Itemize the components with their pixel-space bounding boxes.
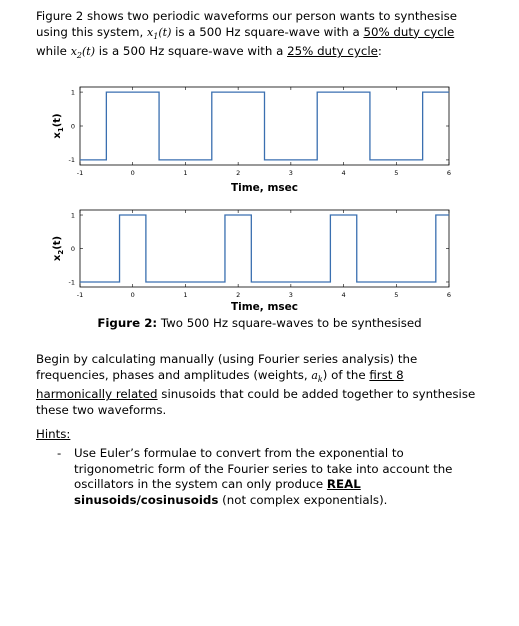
task-paragraph xyxy=(36,352,476,418)
y-tick-label: 1 xyxy=(70,88,75,97)
intro-text-1: Figure 2 shows two periodic waveforms our person wants to synthesise using this system, xyxy=(36,9,458,39)
task-text-2: ) of the xyxy=(322,367,370,382)
y-tick-label: 0 xyxy=(70,244,75,253)
x-tick-label: 3 xyxy=(288,291,293,299)
intro-text-5: : xyxy=(377,44,382,59)
x-tick-label: 4 xyxy=(341,169,346,177)
task-text-4: sinusoids that could be added together to synthesise these two waveforms. xyxy=(36,387,476,417)
x-axis-label: Time, msec xyxy=(230,301,299,313)
x-tick-label: 1 xyxy=(183,169,188,177)
x2-symbol: $x_2(t)$ xyxy=(70,45,96,61)
chart-x2 xyxy=(0,204,519,316)
plot-frame xyxy=(80,210,449,287)
intro-text-3: while xyxy=(36,44,71,59)
caption-label: Figure 2: xyxy=(97,316,158,330)
x-tick-label: 5 xyxy=(394,291,399,299)
duty-cycle-25: 25% duty cycle xyxy=(287,44,378,59)
y-axis-label: $x_2(t)$ xyxy=(52,235,65,262)
hint-bullet: - xyxy=(57,446,62,460)
x-tick-label: 2 xyxy=(236,291,241,299)
intro-text-4: is a 500 Hz square-wave with a xyxy=(95,44,288,59)
duty-cycle-50: 50% duty cycle xyxy=(363,24,455,39)
x-tick-label: 0 xyxy=(130,291,135,299)
x-tick-label: 1 xyxy=(183,291,188,299)
hint-sinusoids: sinusoids/cosinusoids xyxy=(74,492,219,507)
hints-title: Hints: xyxy=(36,427,71,441)
task-text-1: Begin by calculating manually (using Fourier series analysis) the frequencies, phases and amplitudes (weights, xyxy=(36,352,418,382)
hint-text-1: Use Euler’s formulae to convert from the exponential to trigonometric form of the Fourier series to take into account the oscillators in the system can only produce xyxy=(74,446,453,491)
y-tick-label: -1 xyxy=(68,278,75,287)
y-tick-label: -1 xyxy=(68,156,75,165)
figure-caption xyxy=(0,316,519,330)
x-tick-label: -1 xyxy=(76,169,84,177)
hint-text-4: (not complex exponentials). xyxy=(218,492,388,507)
x-axis-label: Time, msec xyxy=(230,182,299,194)
y-axis-label: $x_1(t)$ xyxy=(52,113,65,139)
first-8-harmonics: first 8 harmonically related xyxy=(36,367,404,402)
hint-real: REAL xyxy=(326,477,361,491)
intro-text-2: is a 500 Hz square-wave with a xyxy=(171,24,364,39)
x-tick-label: 4 xyxy=(341,291,346,299)
x-tick-label: 6 xyxy=(446,291,452,299)
ak-symbol: $a_k$ xyxy=(311,368,323,384)
y-tick-label: 0 xyxy=(70,122,75,131)
intro-paragraph xyxy=(36,9,476,64)
y-tick-label: 1 xyxy=(70,211,75,220)
x-tick-label: 6 xyxy=(446,169,452,177)
x-tick-label: 5 xyxy=(394,169,399,177)
x-tick-label: 2 xyxy=(236,169,241,177)
x-tick-label: -1 xyxy=(76,291,84,299)
hint-text xyxy=(74,446,484,508)
x-tick-label: 3 xyxy=(288,169,293,177)
chart-x1 xyxy=(0,80,519,200)
caption-text: Two 500 Hz square-waves to be synthesised xyxy=(157,316,422,330)
x1-symbol: $x_1(t)$ xyxy=(147,25,172,41)
x-tick-label: 0 xyxy=(130,169,135,177)
